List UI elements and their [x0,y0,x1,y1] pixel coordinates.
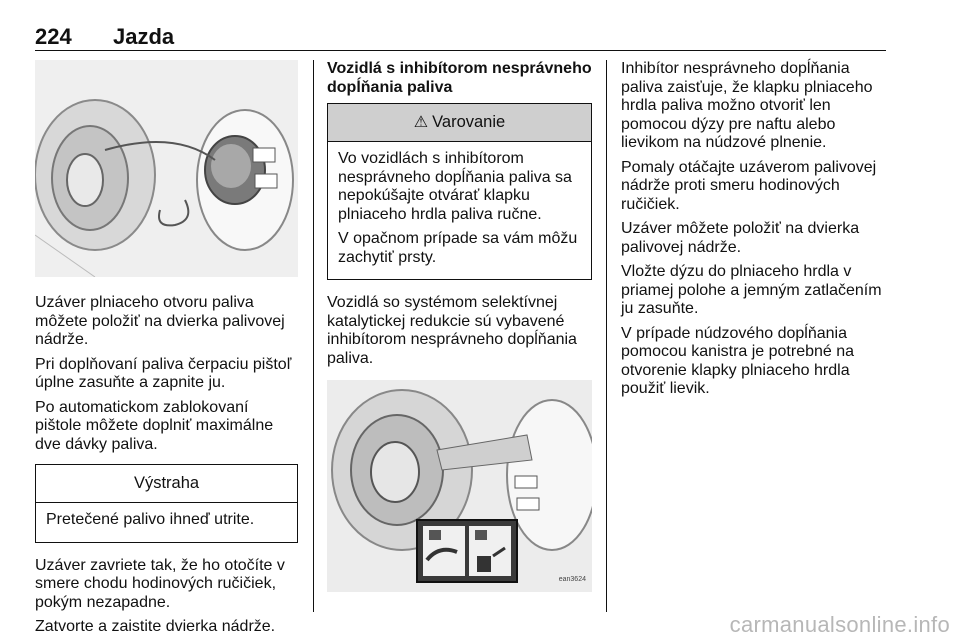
image-caption: Uzáver plniaceho otvoru paliva môžete položiť na dvierka palivovej nádrže. [35,294,285,348]
column-2 [327,60,592,592]
paragraph: Uzáver môžete položiť na dvierka palivovej nádrže. [621,220,860,256]
chapter-title: Jazda [113,24,175,49]
warning-text: V opačnom prípade sa vám môžu zachytiť prsty. [338,230,578,266]
warning-icon: ⚠ [413,114,429,131]
paragraph: Uzáver zavriete tak, že ho otočíte v smere chodu hodinových ručičiek, pokým nezapadne. [35,556,285,611]
paragraph: Po automatickom zablokovaní pištole môžete doplniť maximálne dve dávky paliva. [35,398,274,453]
paragraph: V prípade núdzového dopĺňania pomocou kanistra je potrebné na otvorenie klapky plniaceho hrdla použiť lievik. [621,324,855,397]
image-code: ean3624 [558,575,586,583]
warning-box [327,103,592,280]
paragraph: Inhibítor nesprávneho dopĺňania paliva zaisťuje, že klapku plniaceho hrdla paliva možno otvoriť len pomocou dýzy pre naftu alebo lievikom na núdzové plnenie. [621,60,873,151]
misfuel-inhibitor-illustration [327,380,592,592]
warning-text: Vo vozidlách s inhibítorom nesprávneho dopĺňania paliva sa nepokúšajte otvárať klapku plniaceho hrdla paliva ručne. [338,150,572,223]
paragraph: Zatvorte a zaistite dvierka nádrže. [35,618,276,635]
page-header [35,22,886,51]
warning-title: Varovanie [432,113,506,131]
paragraph: Pri doplňovaní paliva čerpaciu pištoľ úplne zasuňte a zapnite ju. [35,355,292,391]
column-divider [313,60,314,612]
notice-title: Výstraha [36,465,297,503]
paragraph: Vozidlá so systémom selektívnej katalytickej redukcie sú vybavené inhibítorom nesprávneho dopĺňania paliva. [327,294,577,367]
fuel-cap-illustration [35,60,298,277]
section-heading: Vozidlá s inhibítorom nesprávneho dopĺňania paliva [327,60,592,96]
column-3 [621,60,889,405]
paragraph: Pomaly otáčajte uzáverom palivovej nádrže proti smeru hodinových ručičiek. [621,158,877,213]
warning-header [328,104,591,142]
page-number: 224 [35,24,72,49]
column-1 [35,60,298,643]
notice-box [35,464,298,543]
notice-text: Pretečené palivo ihneď utrite. [46,511,255,528]
paragraph: Vložte dýzu do plniaceho hrdla v priamej polohe a jemným zatlačením ju zasuňte. [621,263,882,317]
watermark: carmanualsonline.info [729,612,950,637]
column-divider [606,60,607,612]
